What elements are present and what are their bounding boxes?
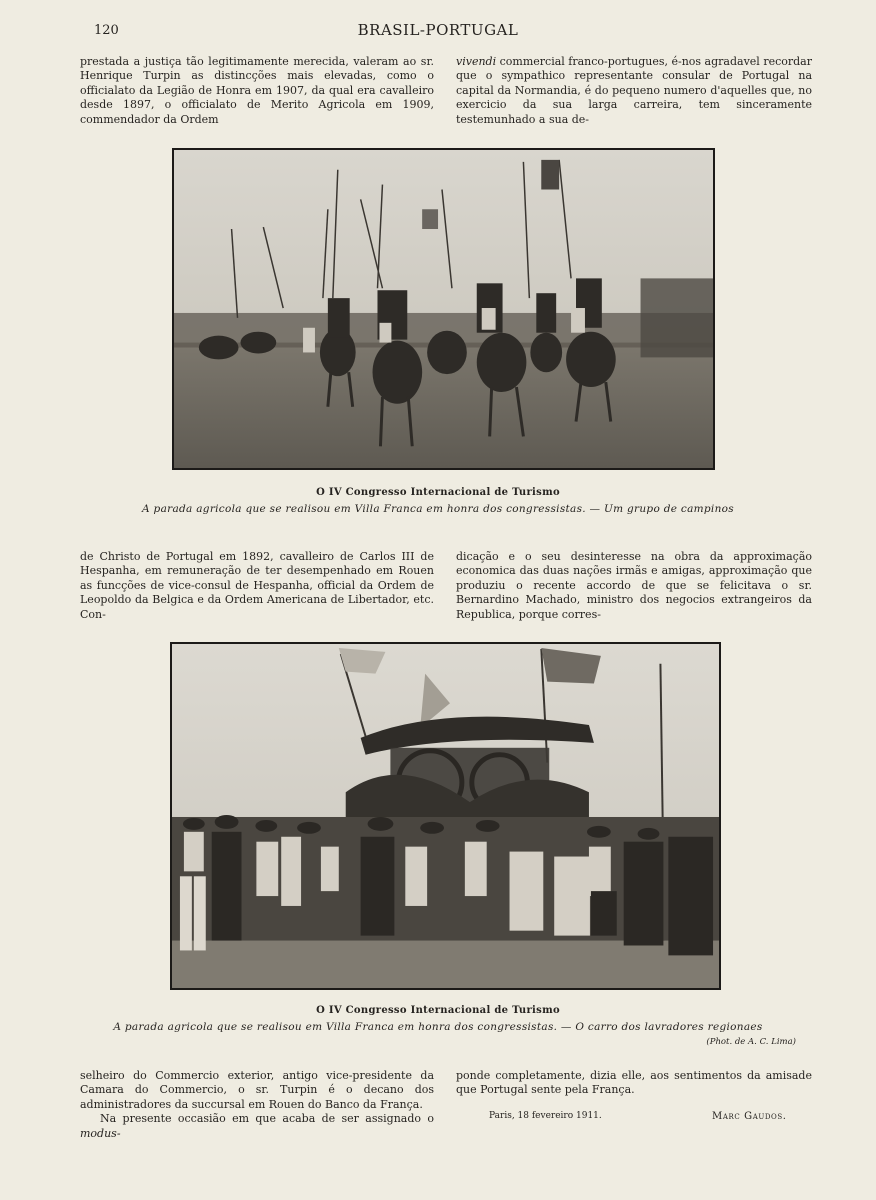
top-text-right (456, 55, 812, 127)
photo2-caption-subtitle: A parada agricola que se realisou em Villa Franca em honra dos congressistas. — O carro dos lavradores regionaes (113, 1021, 763, 1033)
italic-word: modus- (80, 1126, 121, 1140)
photo2-caption-title: O IV Congresso Internacional de Turismo (316, 1005, 560, 1016)
author-signature: Marc Gaudos. (712, 1111, 787, 1122)
top-text-left (80, 55, 434, 127)
photo-campinos-image (174, 150, 713, 468)
paragraph: prestada a justiça tão legitimamente merecida, valeram ao sr. Henrique Turpin as distincções mais elevadas, como o officialato da Legião de Honra em 1907, da qual era cavalleiro desde 1897, o officialato de Merito Agricola em 1909, commendador da Ordem (80, 55, 434, 126)
running-title: BRASIL-PORTUGAL (357, 21, 519, 39)
paragraph: dicação e o seu desinteresse na obra da approximação economica das duas nações irmãs e amigas, approximação que produziu o recente accordo de que se felicitava o sr. Bernardino Machado, ministro dos negocios extrangeiros da Republica, porque corres- (456, 550, 812, 621)
middle-text-left (80, 550, 434, 622)
paragraph: selheiro do Commercio exterior, antigo vice-presidente da Camara do Commercio, o sr. Turpin é o decano dos administradores da succursal em Rouen do Banco da França. (80, 1069, 434, 1111)
photo1-caption-subtitle: A parada agricola que se realisou em Villa Franca em honra dos congressistas. — Um grupo de campinos (142, 503, 734, 515)
paragraph: ponde completamente, dizia elle, aos sentimentos da amisade que Portugal sente pela França. (456, 1069, 812, 1097)
page-number: 120 (94, 23, 119, 38)
photo-carro-lavradores (170, 642, 721, 990)
photo1-caption-title: O IV Congresso Internacional de Turismo (316, 487, 560, 498)
photo-credit: (Phot. de A. C. Lima) (706, 1037, 796, 1047)
bottom-text-left (80, 1069, 434, 1141)
photo-campinos (172, 148, 715, 470)
middle-text-right (456, 550, 812, 622)
italic-word: vivendi (456, 55, 497, 68)
paragraph-text: commercial franco-portugues, é-nos agradavel recordar que o sympathico representante consular de Portugal na capital da Normandia, é do pequeno numero d'aquelles que, no exercicio da sua larga carreira, tem sinceramente testemunhado a sua de- (456, 55, 812, 126)
bottom-text-right (456, 1069, 812, 1098)
paragraph: de Christo de Portugal em 1892, cavalleiro de Carlos III de Hespanha, em remuneração de ter desempenhado em Rouen as funcções de vice-consul de Hespanha, official da Ordem de Leopoldo da Belgica e da Ordem Americana de Libertador, etc. Con- (80, 550, 434, 621)
dateline: Paris, 18 fevereiro 1911. (489, 1111, 602, 1121)
photo-carro-image (172, 644, 719, 988)
paragraph (80, 1112, 434, 1141)
paragraph-text: Na presente occasião em que acaba de ser assignado o (100, 1112, 434, 1126)
paragraph (456, 55, 812, 127)
